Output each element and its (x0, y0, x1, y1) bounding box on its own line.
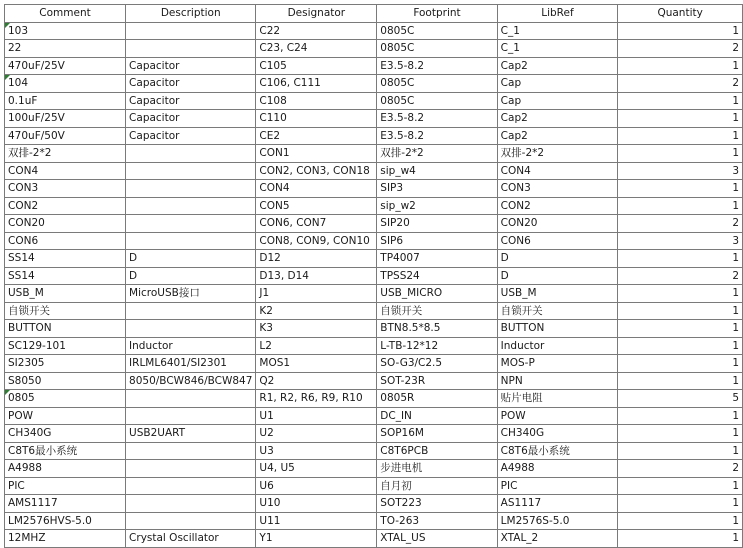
cell-description[interactable] (126, 407, 256, 425)
cell-designator[interactable]: CON2, CON3, CON18 (256, 162, 377, 180)
cell-designator[interactable]: Y1 (256, 530, 377, 548)
cell-libref[interactable]: C_1 (497, 40, 618, 58)
cell-designator[interactable]: U11 (256, 512, 377, 530)
cell-libref[interactable]: Inductor (497, 337, 618, 355)
cell-designator[interactable]: MOS1 (256, 355, 377, 373)
cell-libref[interactable]: BUTTON (497, 320, 618, 338)
cell-quantity[interactable]: 2 (618, 40, 743, 58)
cell-designator[interactable]: C110 (256, 110, 377, 128)
cell-comment[interactable]: S8050 (5, 372, 126, 390)
cell-quantity[interactable]: 1 (618, 425, 743, 443)
cell-designator[interactable]: CE2 (256, 127, 377, 145)
cell-libref[interactable]: CH340G (497, 425, 618, 443)
header-quantity[interactable]: Quantity (618, 5, 743, 23)
table-row (5, 267, 743, 285)
cell-description[interactable]: Capacitor (126, 127, 256, 145)
cell-description[interactable] (126, 495, 256, 513)
cell-designator[interactable]: CON8, CON9, CON10 (256, 232, 377, 250)
cell-quantity[interactable]: 1 (618, 530, 743, 548)
cell-footprint[interactable]: 步进电机 (377, 460, 497, 478)
cell-libref[interactable]: USB_M (497, 285, 618, 303)
cell-description[interactable]: 8050/BCW846/BCW847 (126, 372, 256, 390)
table-row (5, 250, 743, 268)
cell-description[interactable] (126, 40, 256, 58)
cell-footprint[interactable]: BTN8.5*8.5 (377, 320, 497, 338)
cell-libref[interactable]: C_1 (497, 22, 618, 40)
cell-quantity[interactable]: 1 (618, 145, 743, 163)
cell-libref[interactable]: Cap (497, 92, 618, 110)
cell-description[interactable] (126, 22, 256, 40)
cell-quantity[interactable]: 2 (618, 215, 743, 233)
cell-footprint[interactable]: SIP3 (377, 180, 497, 198)
cell-comment[interactable]: 103 (5, 22, 126, 40)
cell-designator[interactable]: C105 (256, 57, 377, 75)
cell-quantity[interactable]: 1 (618, 372, 743, 390)
cell-description[interactable]: Capacitor (126, 75, 256, 93)
cell-comment[interactable]: LM2576HVS-5.0 (5, 512, 126, 530)
cell-comment[interactable]: CON4 (5, 162, 126, 180)
cell-designator[interactable]: C106, C111 (256, 75, 377, 93)
cell-footprint[interactable]: 双排-2*2 (377, 145, 497, 163)
cell-comment[interactable]: CON6 (5, 232, 126, 250)
header-description[interactable]: Description (126, 5, 256, 23)
table-row (5, 285, 743, 303)
cell-designator[interactable]: Q2 (256, 372, 377, 390)
cell-footprint[interactable]: TP4007 (377, 250, 497, 268)
cell-libref[interactable]: CON2 (497, 197, 618, 215)
cell-designator[interactable]: C23, C24 (256, 40, 377, 58)
header-row (5, 5, 743, 23)
cell-comment[interactable]: SS14 (5, 250, 126, 268)
table-row (5, 425, 743, 443)
cell-description[interactable]: D (126, 250, 256, 268)
cell-description[interactable] (126, 197, 256, 215)
cell-libref[interactable]: 贴片电阻 (497, 390, 618, 408)
cell-designator[interactable]: R1, R2, R6, R9, R10 (256, 390, 377, 408)
header-libref[interactable]: LibRef (497, 5, 618, 23)
cell-footprint[interactable]: 0805C (377, 75, 497, 93)
cell-footprint[interactable]: 0805C (377, 40, 497, 58)
cell-quantity[interactable]: 2 (618, 267, 743, 285)
cell-comment[interactable]: 100uF/25V (5, 110, 126, 128)
table-row (5, 530, 743, 548)
cell-quantity[interactable]: 1 (618, 495, 743, 513)
cell-description[interactable] (126, 442, 256, 460)
table-row (5, 407, 743, 425)
cell-designator[interactable]: C108 (256, 92, 377, 110)
cell-libref[interactable]: Cap (497, 75, 618, 93)
table-row (5, 372, 743, 390)
cell-designator[interactable]: CON6, CON7 (256, 215, 377, 233)
cell-designator[interactable]: U10 (256, 495, 377, 513)
cell-footprint[interactable]: 0805C (377, 92, 497, 110)
cell-libref[interactable]: D (497, 267, 618, 285)
cell-footprint[interactable]: E3.5-8.2 (377, 127, 497, 145)
table-row (5, 145, 743, 163)
cell-quantity[interactable]: 1 (618, 250, 743, 268)
cell-designator[interactable]: U6 (256, 477, 377, 495)
bom-body (5, 22, 743, 547)
cell-quantity[interactable]: 1 (618, 57, 743, 75)
table-row (5, 442, 743, 460)
cell-footprint[interactable]: TO-263 (377, 512, 497, 530)
cell-designator[interactable]: U2 (256, 425, 377, 443)
cell-description[interactable] (126, 302, 256, 320)
cell-libref[interactable]: NPN (497, 372, 618, 390)
cell-description[interactable] (126, 390, 256, 408)
cell-description[interactable] (126, 215, 256, 233)
table-row (5, 40, 743, 58)
cell-footprint[interactable]: SOT223 (377, 495, 497, 513)
cell-footprint[interactable]: XTAL_US (377, 530, 497, 548)
table-row (5, 22, 743, 40)
cell-quantity[interactable]: 1 (618, 92, 743, 110)
cell-quantity[interactable]: 1 (618, 180, 743, 198)
cell-libref[interactable]: 自锁开关 (497, 302, 618, 320)
cell-comment[interactable]: CON2 (5, 197, 126, 215)
cell-designator[interactable]: J1 (256, 285, 377, 303)
cell-description[interactable] (126, 232, 256, 250)
cell-footprint[interactable]: SO-G3/C2.5 (377, 355, 497, 373)
cell-footprint[interactable]: TPSS24 (377, 267, 497, 285)
cell-quantity[interactable]: 1 (618, 407, 743, 425)
cell-comment[interactable]: 22 (5, 40, 126, 58)
table-row (5, 495, 743, 513)
cell-designator[interactable]: CON1 (256, 145, 377, 163)
cell-comment[interactable]: PIC (5, 477, 126, 495)
cell-footprint[interactable]: SOT-23R (377, 372, 497, 390)
table-row (5, 302, 743, 320)
cell-libref[interactable]: PIC (497, 477, 618, 495)
cell-footprint[interactable]: DC_IN (377, 407, 497, 425)
cell-footprint[interactable]: SIP20 (377, 215, 497, 233)
cell-description[interactable]: Crystal Oscillator (126, 530, 256, 548)
cell-description[interactable] (126, 145, 256, 163)
table-row (5, 215, 743, 233)
cell-description[interactable] (126, 180, 256, 198)
cell-footprint[interactable]: E3.5-8.2 (377, 110, 497, 128)
header-comment[interactable]: Comment (5, 5, 126, 23)
cell-libref[interactable]: XTAL_2 (497, 530, 618, 548)
table-row (5, 477, 743, 495)
cell-comment[interactable]: A4988 (5, 460, 126, 478)
cell-libref[interactable]: Cap2 (497, 57, 618, 75)
cell-footprint[interactable]: SOP16M (377, 425, 497, 443)
cell-description[interactable] (126, 512, 256, 530)
cell-comment[interactable]: USB_M (5, 285, 126, 303)
table-row (5, 92, 743, 110)
cell-description[interactable]: Capacitor (126, 110, 256, 128)
cell-description[interactable] (126, 320, 256, 338)
cell-libref[interactable]: C8T6最小系统 (497, 442, 618, 460)
cell-quantity[interactable]: 1 (618, 22, 743, 40)
cell-comment[interactable]: 12MHZ (5, 530, 126, 548)
cell-comment[interactable]: BUTTON (5, 320, 126, 338)
cell-designator[interactable]: D12 (256, 250, 377, 268)
cell-quantity[interactable]: 1 (618, 127, 743, 145)
cell-description[interactable] (126, 460, 256, 478)
cell-comment[interactable]: AMS1117 (5, 495, 126, 513)
cell-footprint[interactable]: E3.5-8.2 (377, 57, 497, 75)
table-row (5, 57, 743, 75)
cell-comment[interactable]: 0805 (5, 390, 126, 408)
cell-description[interactable]: USB2UART (126, 425, 256, 443)
table-row (5, 197, 743, 215)
cell-libref[interactable]: CON6 (497, 232, 618, 250)
cell-description[interactable]: Capacitor (126, 92, 256, 110)
cell-libref[interactable]: LM2576S-5.0 (497, 512, 618, 530)
table-row (5, 337, 743, 355)
cell-quantity[interactable]: 2 (618, 75, 743, 93)
cell-footprint[interactable]: SIP6 (377, 232, 497, 250)
cell-footprint[interactable]: sip_w2 (377, 197, 497, 215)
cell-footprint[interactable]: 自锁开关 (377, 302, 497, 320)
cell-quantity[interactable]: 1 (618, 337, 743, 355)
cell-quantity[interactable]: 1 (618, 285, 743, 303)
cell-comment[interactable]: CH340G (5, 425, 126, 443)
cell-designator[interactable]: C22 (256, 22, 377, 40)
cell-description[interactable]: MicroUSB接口 (126, 285, 256, 303)
table-row (5, 75, 743, 93)
cell-quantity[interactable]: 1 (618, 110, 743, 128)
table-row (5, 460, 743, 478)
cell-comment[interactable]: POW (5, 407, 126, 425)
header-designator[interactable]: Designator (256, 5, 377, 23)
cell-libref[interactable]: AS1117 (497, 495, 618, 513)
cell-designator[interactable]: U3 (256, 442, 377, 460)
cell-quantity[interactable]: 2 (618, 460, 743, 478)
header-footprint[interactable]: Footprint (377, 5, 497, 23)
cell-libref[interactable]: Cap2 (497, 110, 618, 128)
cell-libref[interactable]: D (497, 250, 618, 268)
cell-quantity[interactable]: 3 (618, 162, 743, 180)
cell-footprint[interactable]: 0805R (377, 390, 497, 408)
table-row (5, 390, 743, 408)
table-row (5, 320, 743, 338)
cell-quantity[interactable]: 1 (618, 320, 743, 338)
cell-libref[interactable]: CON4 (497, 162, 618, 180)
cell-designator[interactable]: D13, D14 (256, 267, 377, 285)
table-row (5, 110, 743, 128)
table-row (5, 127, 743, 145)
cell-quantity[interactable]: 1 (618, 197, 743, 215)
cell-description[interactable]: IRLML6401/SI2301 (126, 355, 256, 373)
cell-designator[interactable]: L2 (256, 337, 377, 355)
cell-quantity[interactable]: 5 (618, 390, 743, 408)
table-row (5, 355, 743, 373)
cell-description[interactable] (126, 162, 256, 180)
cell-comment[interactable]: CON20 (5, 215, 126, 233)
cell-comment[interactable]: CON3 (5, 180, 126, 198)
cell-quantity[interactable]: 3 (618, 232, 743, 250)
cell-quantity[interactable]: 1 (618, 477, 743, 495)
cell-comment[interactable]: 自锁开关 (5, 302, 126, 320)
cell-libref[interactable]: A4988 (497, 460, 618, 478)
cell-comment[interactable]: 470uF/50V (5, 127, 126, 145)
cell-comment[interactable]: 470uF/25V (5, 57, 126, 75)
cell-quantity[interactable]: 1 (618, 302, 743, 320)
cell-comment[interactable]: 双排-2*2 (5, 145, 126, 163)
table-row (5, 180, 743, 198)
cell-designator[interactable]: CON5 (256, 197, 377, 215)
cell-description[interactable]: Inductor (126, 337, 256, 355)
cell-libref[interactable]: CON20 (497, 215, 618, 233)
cell-quantity[interactable]: 1 (618, 442, 743, 460)
cell-comment[interactable]: SS14 (5, 267, 126, 285)
cell-designator[interactable]: CON4 (256, 180, 377, 198)
cell-footprint[interactable]: 自月初 (377, 477, 497, 495)
cell-description[interactable]: Capacitor (126, 57, 256, 75)
cell-comment[interactable]: SC129-101 (5, 337, 126, 355)
cell-description[interactable] (126, 477, 256, 495)
cell-designator[interactable]: U1 (256, 407, 377, 425)
cell-libref[interactable]: Cap2 (497, 127, 618, 145)
cell-libref[interactable]: POW (497, 407, 618, 425)
cell-comment[interactable]: C8T6最小系统 (5, 442, 126, 460)
cell-libref[interactable]: CON3 (497, 180, 618, 198)
cell-comment[interactable]: 104 (5, 75, 126, 93)
cell-designator[interactable]: U4, U5 (256, 460, 377, 478)
table-row (5, 162, 743, 180)
cell-designator[interactable]: K2 (256, 302, 377, 320)
cell-libref[interactable]: MOS-P (497, 355, 618, 373)
cell-description[interactable]: D (126, 267, 256, 285)
cell-footprint[interactable]: sip_w4 (377, 162, 497, 180)
cell-footprint[interactable]: L-TB-12*12 (377, 337, 497, 355)
cell-footprint[interactable]: USB_MICRO (377, 285, 497, 303)
cell-libref[interactable]: 双排-2*2 (497, 145, 618, 163)
cell-comment[interactable]: SI2305 (5, 355, 126, 373)
cell-comment[interactable]: 0.1uF (5, 92, 126, 110)
cell-quantity[interactable]: 1 (618, 355, 743, 373)
cell-quantity[interactable]: 1 (618, 512, 743, 530)
table-row (5, 232, 743, 250)
cell-footprint[interactable]: C8T6PCB (377, 442, 497, 460)
table-row (5, 512, 743, 530)
cell-footprint[interactable]: 0805C (377, 22, 497, 40)
cell-designator[interactable]: K3 (256, 320, 377, 338)
bom-table (4, 4, 743, 548)
